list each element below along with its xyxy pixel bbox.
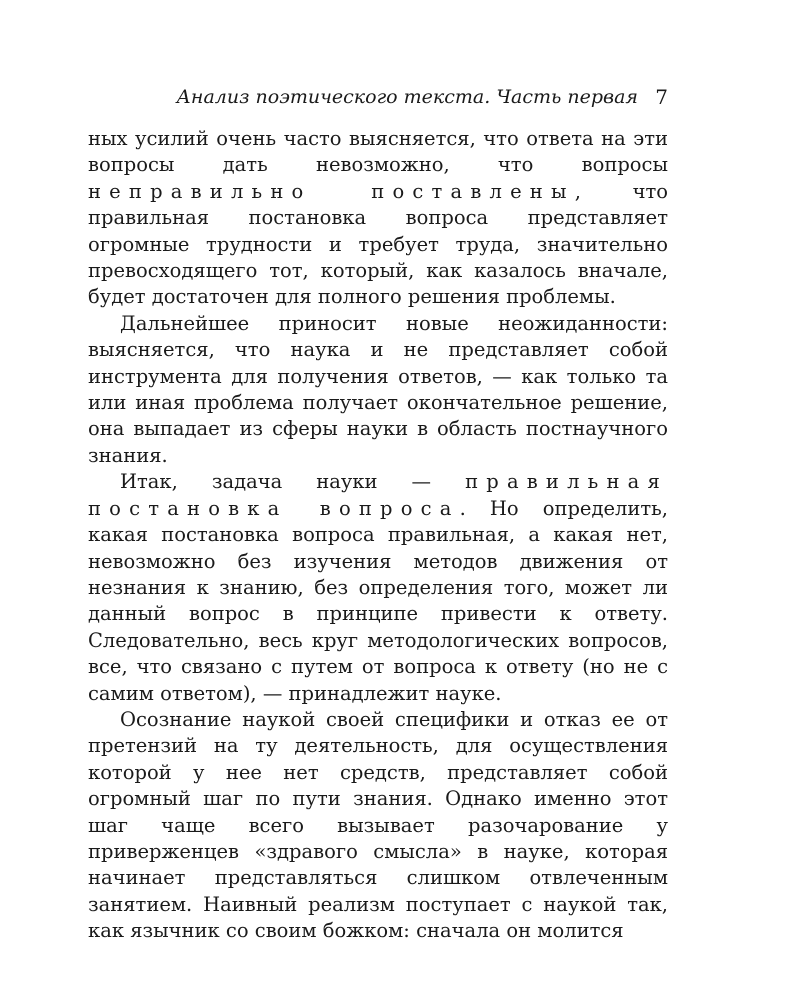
- running-header: [88, 82, 668, 112]
- paragraph-text: ных усилий очень часто выясняется, что ответа на эти вопросы дать невозможно, что вопросы: [88, 127, 668, 177]
- paragraph-text: Дальнейшее приносит новые неожиданности: выясняется, что наука и не представляет собой инструмента для получения ответов, — как только та или иная проблема получает окончательное решение, она выпадает из сферы науки в область постнаучного знания.: [88, 311, 668, 467]
- paragraph: [88, 469, 668, 707]
- running-title: Анализ поэтического текста. Часть первая: [176, 86, 638, 108]
- emphasized-spaced-text: неправильно поставлены: [88, 179, 575, 203]
- book-page: [88, 82, 668, 945]
- paragraph: [88, 311, 668, 469]
- paragraph: [88, 126, 668, 311]
- body-text: [88, 126, 668, 945]
- paragraph-text: , что правильная постановка вопроса представляет огромные трудности и требует труда, значительно превосходящего тот, который, как казалось вначале, будет достаточен для полного решения проблемы.: [88, 179, 668, 309]
- paragraph-text: Итак, задача науки —: [120, 470, 466, 494]
- paragraph-text: Осознание наукой своей специфики и отказ ее от претензий на ту деятельность, для осуществления которой у нее нет средств, представляет собой огромный шаг по пути знания. Однако именно этот шаг чаще всего вызывает разочарование у приверженцев «здравого смысла» в науке, которая начинает представляться слишком отвлеченным занятием. Наивный реализм поступает с наукой так, как язычник со своим божком: сначала он молится: [88, 707, 668, 943]
- paragraph: [88, 707, 668, 945]
- emphasized-spaced-text: правильная постановка вопроса: [88, 470, 668, 520]
- page-number: 7: [655, 85, 668, 109]
- paragraph-text: . Но определить, какая постановка вопроса правильная, а какая нет, невозможно без изучения методов движения от незнания к знанию, без определения того, может ли данный вопрос в принципе привести к ответу. Следовательно, весь круг методологических вопросов, все, что связано с путем от вопроса к ответу (но не с самим ответом), — принадлежит науке.: [88, 496, 668, 705]
